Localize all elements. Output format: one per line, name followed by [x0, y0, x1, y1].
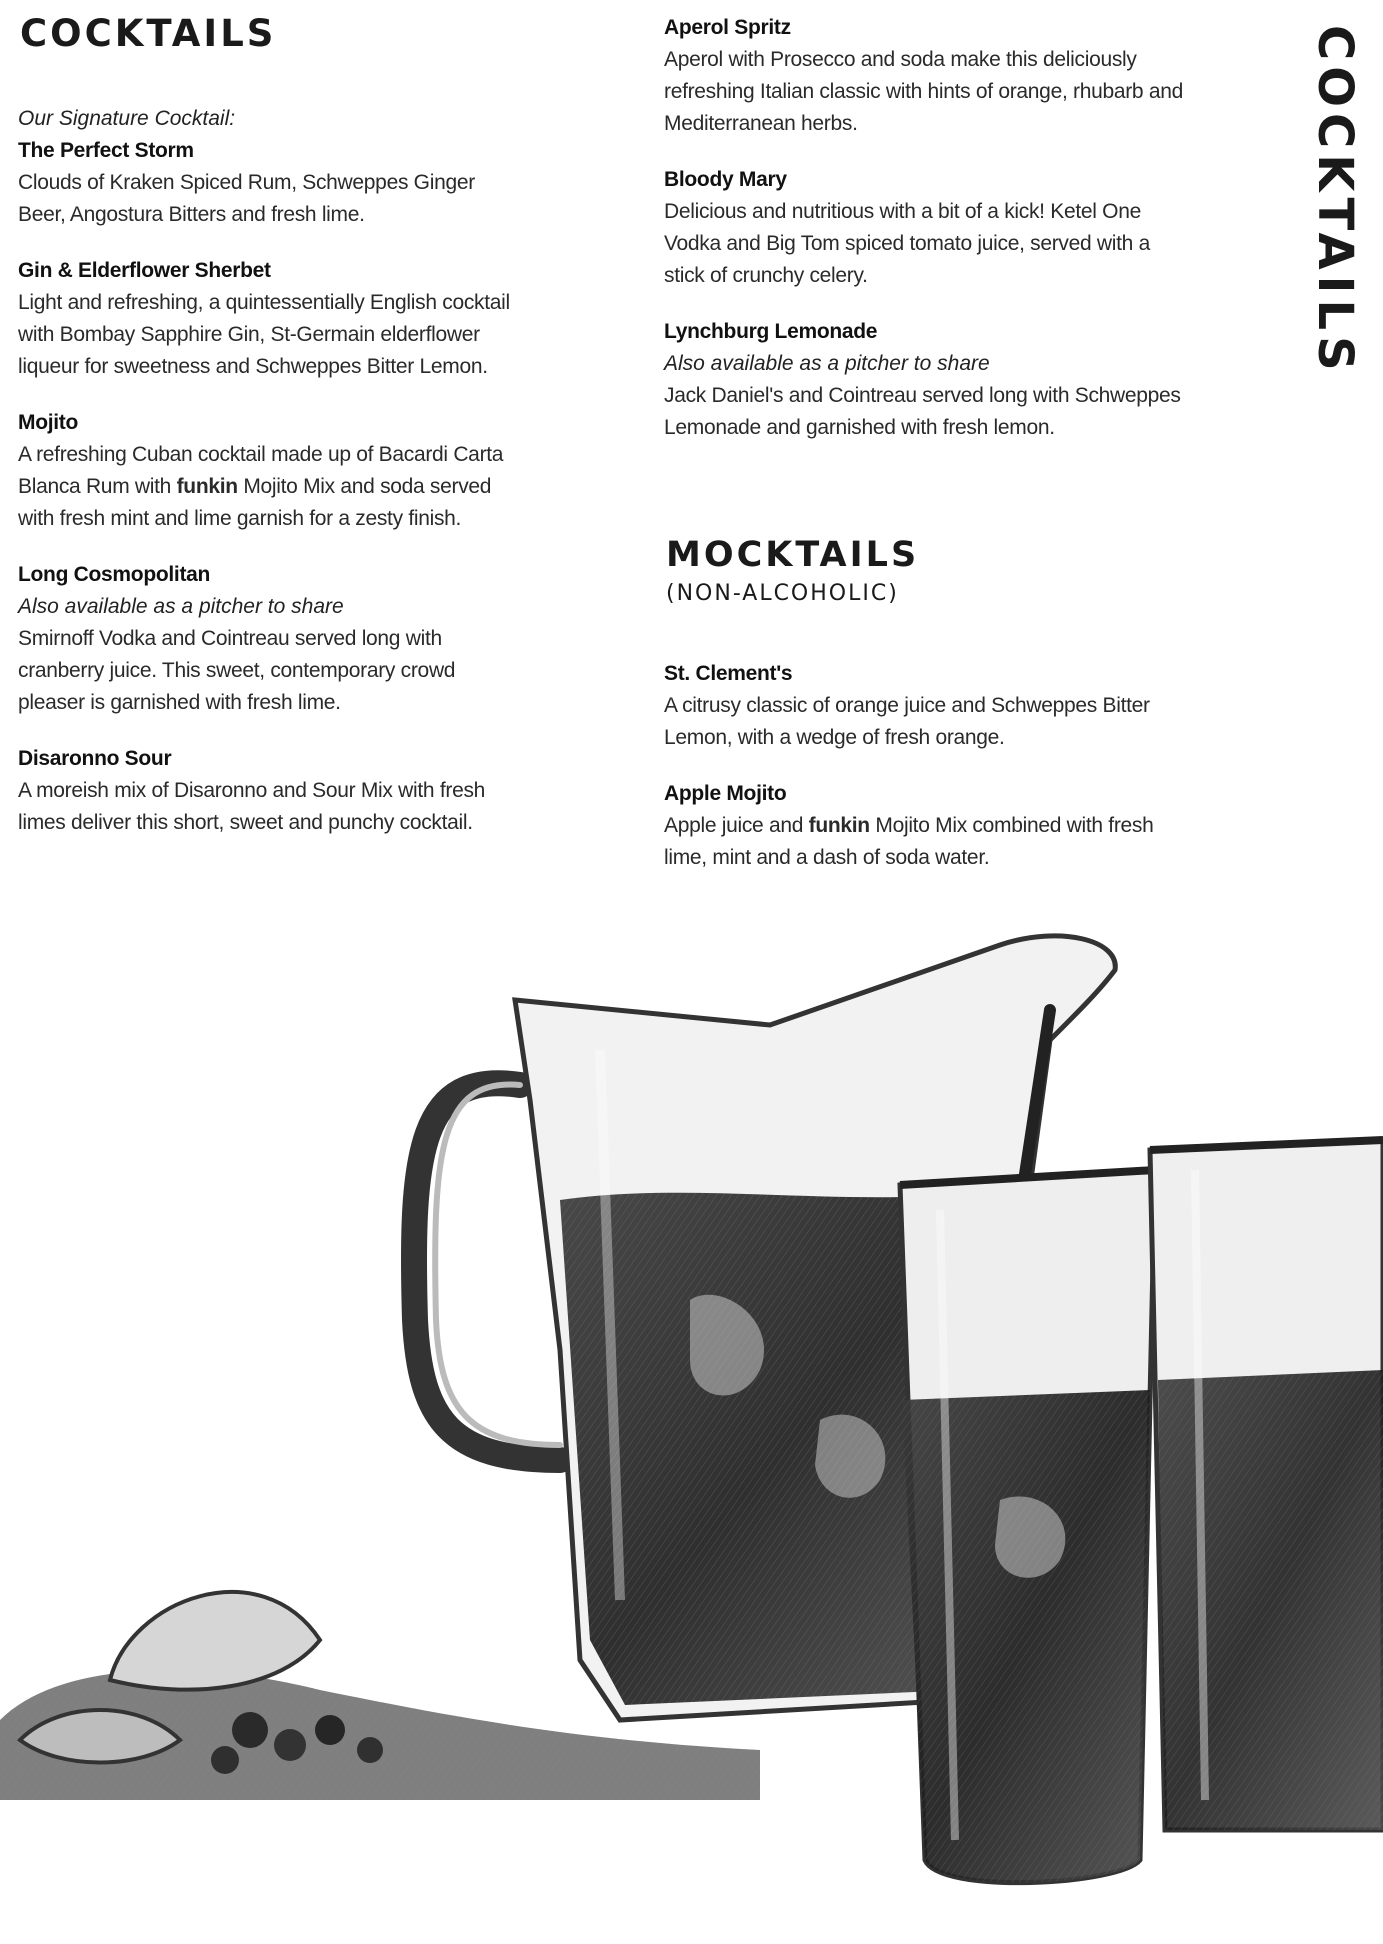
menu-item-lynchburg-lemonade — [664, 316, 1184, 444]
brand-name: funkin — [808, 814, 870, 837]
item-description: Aperol with Prosecco and soda make this deliciously refreshing Italian classic with hints of orange, rhubarb and Mediterranean herbs. — [664, 48, 1183, 135]
item-note: Also available as a pitcher to share — [664, 352, 990, 375]
item-name: Disaronno Sour — [18, 747, 172, 770]
item-description: A citrusy classic of orange juice and Schweppes Bitter Lemon, with a wedge of fresh orange. — [664, 694, 1150, 749]
desc-text: Mojito Mix combined with fresh lime, mint and a dash of soda water. — [664, 814, 1154, 869]
page-title: COCKTAILS — [20, 12, 277, 55]
back-glass — [1150, 1140, 1383, 1830]
side-title: COCKTAILS — [1307, 25, 1363, 377]
pitcher-and-glasses-illustration — [0, 900, 1383, 1944]
item-note: Our Signature Cocktail: — [18, 107, 236, 130]
menu-item-gin-elderflower — [18, 255, 518, 383]
desc-text: A refreshing Cuban cocktail made up of Bacardi Carta Blanca Rum with — [18, 443, 504, 498]
item-description — [18, 439, 518, 535]
item-name: Apple Mojito — [664, 782, 787, 805]
item-note: Also available as a pitcher to share — [18, 595, 344, 618]
item-description: Light and refreshing, a quintessentially English cocktail with Bombay Sapphire Gin, St-Germain elderflower liqueur for sweetness and Schweppes Bitter Lemon. — [18, 291, 510, 378]
item-name: Aperol Spritz — [664, 16, 791, 39]
item-description: Smirnoff Vodka and Cointreau served long with cranberry juice. This sweet, contemporary crowd pleaser is garnished with fresh lime. — [18, 627, 456, 714]
menu-item-perfect-storm — [18, 103, 518, 231]
item-description: A moreish mix of Disaronno and Sour Mix with fresh limes deliver this short, sweet and punchy cocktail. — [18, 779, 486, 834]
mocktails-column — [664, 658, 1184, 898]
item-name: Bloody Mary — [664, 168, 787, 191]
menu-item-long-cosmopolitan — [18, 559, 518, 719]
item-description: Clouds of Kraken Spiced Rum, Schweppes Ginger Beer, Angostura Bitters and fresh lime. — [18, 171, 475, 226]
mocktails-subheading: (NON-ALCOHOLIC) — [666, 581, 899, 606]
right-menu-column — [664, 12, 1184, 468]
item-description — [664, 810, 1184, 874]
item-name: Gin & Elderflower Sherbet — [18, 259, 271, 282]
item-name: The Perfect Storm — [18, 139, 194, 162]
menu-item-st-clements — [664, 658, 1184, 754]
item-description: Delicious and nutritious with a bit of a kick! Ketel One Vodka and Big Tom spiced tomato juice, served with a stick of crunchy celery. — [664, 200, 1150, 287]
mocktails-heading: MOCKTAILS — [666, 535, 920, 575]
desc-text: Apple juice and — [664, 814, 809, 837]
desc-text: Mojito Mix and soda served with fresh mint and lime garnish for a zesty finish. — [18, 475, 492, 530]
item-name: Long Cosmopolitan — [18, 563, 211, 586]
menu-item-mojito — [18, 407, 518, 535]
left-menu-column — [18, 103, 518, 863]
item-name: St. Clement's — [664, 662, 793, 685]
menu-item-disaronno-sour — [18, 743, 518, 839]
menu-item-aperol-spritz — [664, 12, 1184, 140]
front-glass — [900, 1170, 1155, 1883]
item-name: Lynchburg Lemonade — [664, 320, 878, 343]
menu-item-bloody-mary — [664, 164, 1184, 292]
item-name: Mojito — [18, 411, 79, 434]
menu-item-apple-mojito — [664, 778, 1184, 874]
item-description: Jack Daniel's and Cointreau served long with Schweppes Lemonade and garnished with fresh lemon. — [664, 384, 1181, 439]
brand-name: funkin — [176, 475, 238, 498]
